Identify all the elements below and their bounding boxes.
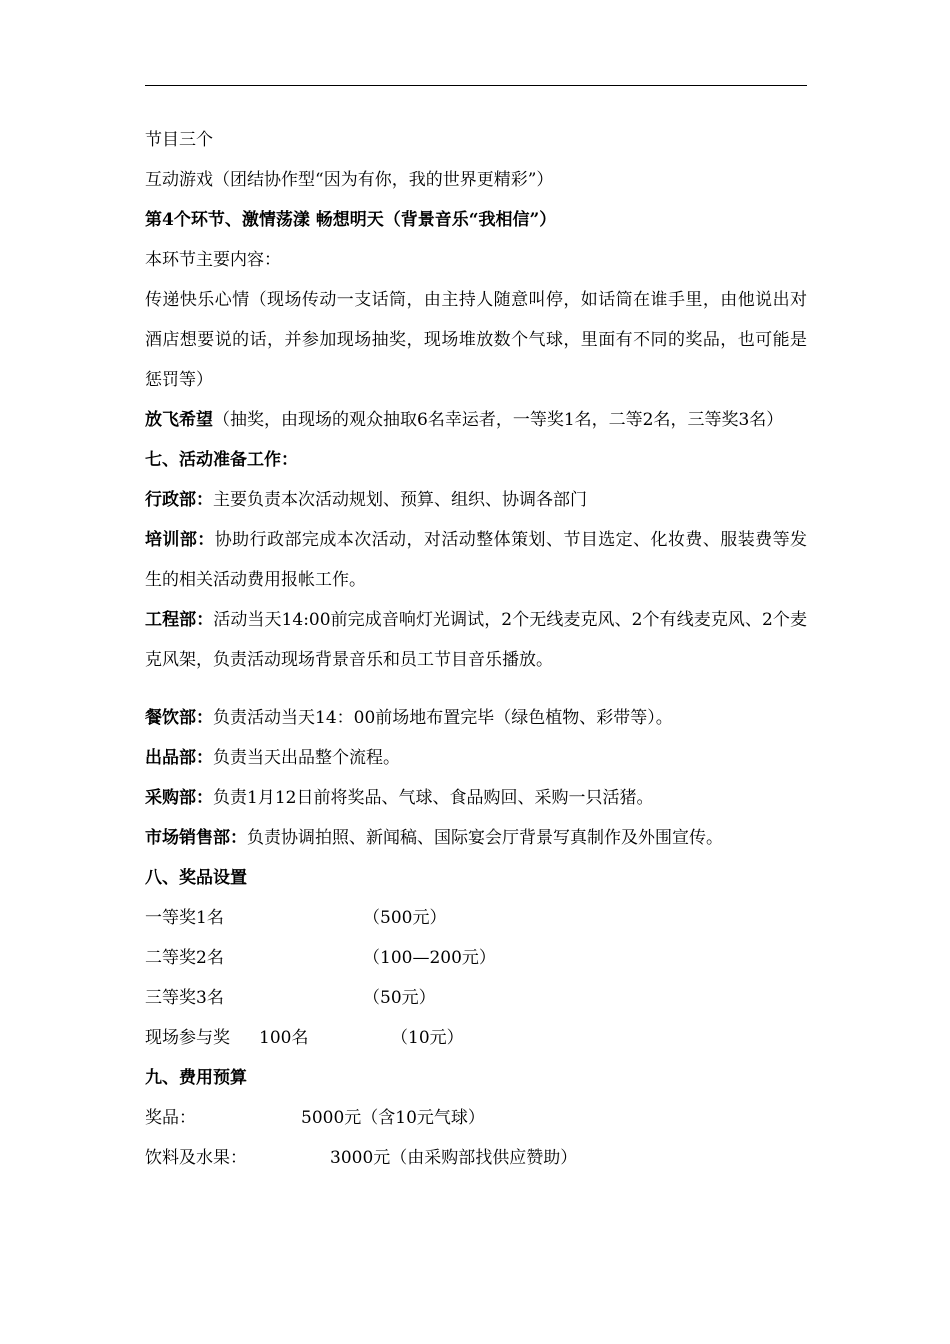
dept-label: 出品部： (145, 748, 213, 768)
dept-marketing (145, 818, 807, 858)
segment-4-heading: 第4个环节、激情荡漾 畅想明天（背景音乐“我相信”） (145, 210, 557, 230)
dept-admin (145, 480, 807, 520)
dept-label: 市场销售部： (145, 828, 247, 848)
release-hope-label: 放飞希望 (145, 410, 213, 430)
dept-text: 协助行政部完成本次活动，对活动整体策划、节目选定、化妆费、服装费等发生的相关活动费用报帐工作。 (145, 530, 808, 590)
dept-text: 负责活动当天14：00前场地布置完毕（绿色植物、彩带等）。 (213, 708, 673, 728)
prize-row (145, 938, 807, 978)
dept-label: 工程部： (145, 610, 214, 630)
section-7-heading: 七、活动准备工作： (145, 450, 298, 470)
dept-label: 采购部： (145, 788, 213, 808)
dept-kitchen (145, 738, 807, 778)
release-hope-paragraph (145, 400, 807, 440)
prize-name: 现场参与奖 (145, 1028, 230, 1048)
prize-name: 三等奖3名 (145, 988, 224, 1008)
dept-engineering (145, 600, 807, 680)
pass-happiness-paragraph: 传递快乐心情（现场传动一支话筒，由主持人随意叫停，如话筒在谁手里，由他说出对酒店想要说的话，并参加现场抽奖，现场堆放数个气球，里面有不同的奖品，也可能是惩罚等） (145, 290, 807, 390)
interactive-game: 互动游戏（团结协作型“因为有你，我的世界更精彩”） (145, 170, 554, 190)
dept-training (145, 520, 807, 600)
prize-amount: （500元） (363, 908, 447, 928)
dept-text: 负责协调拍照、新闻稿、国际宴会厅背景写真制作及外围宣传。 (247, 828, 723, 848)
dept-text: 负责当天出品整个流程。 (213, 748, 400, 768)
section-9-heading: 九、费用预算 (145, 1068, 247, 1088)
spacer (145, 680, 807, 698)
dept-catering (145, 698, 807, 738)
dept-text: 主要负责本次活动规划、预算、组织、协调各部门 (213, 490, 587, 510)
prize-row (145, 978, 807, 1018)
budget-item: 饮料及水果： (145, 1148, 247, 1168)
prize-name: 二等奖2名 (145, 948, 224, 968)
budget-amount: 5000元（含10元气球） (301, 1108, 485, 1128)
prize-name: 一等奖1名 (145, 908, 224, 928)
budget-row (145, 1098, 807, 1138)
budget-item: 奖品： (145, 1108, 196, 1128)
dept-text: 负责1月12日前将奖品、气球、食品购回、采购一只活猪。 (213, 788, 654, 808)
budget-amount: 3000元（由采购部找供应赞助） (330, 1148, 578, 1168)
dept-label: 培训部： (145, 530, 215, 550)
prize-row (145, 898, 807, 938)
prize-amount: （10元） (391, 1028, 464, 1048)
section-8-heading: 八、奖品设置 (145, 868, 247, 888)
program-count: 节目三个 (145, 130, 213, 150)
prize-amount: （100—200元） (363, 948, 496, 968)
dept-purchasing (145, 778, 807, 818)
budget-row (145, 1138, 807, 1178)
header-rule (145, 85, 807, 86)
prize-row (145, 1018, 807, 1058)
dept-text: 活动当天14:00前完成音响灯光调试，2个无线麦克风、2个有线麦克风、2个麦克风架，负责活动现场背景音乐和员工节目音乐播放。 (145, 610, 807, 670)
prize-count: 100名 (259, 1028, 309, 1048)
prize-amount: （50元） (363, 988, 436, 1008)
dept-label: 行政部： (145, 490, 213, 510)
document-body (145, 120, 807, 1178)
segment-content-label: 本环节主要内容： (145, 250, 281, 270)
dept-label: 餐饮部： (145, 708, 213, 728)
release-hope-text: （抽奖，由现场的观众抽取6名幸运者，一等奖1名，二等2名，三等奖3名） (213, 410, 784, 430)
